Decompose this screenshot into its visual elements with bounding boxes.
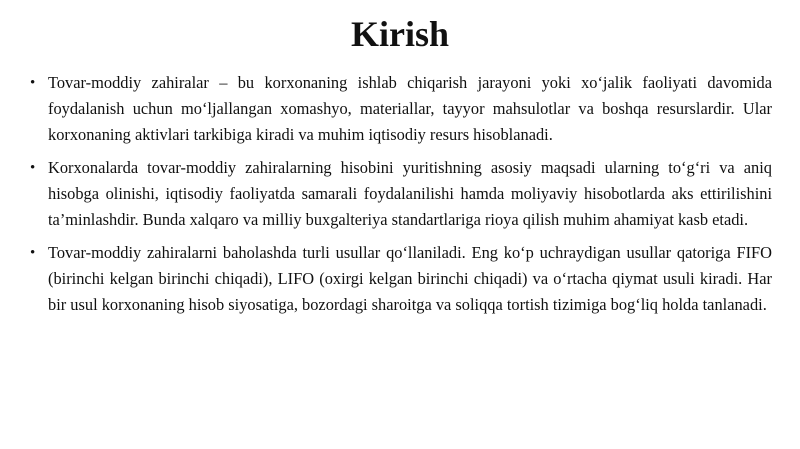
- bullet-text: Tovar-moddiy zahiralarni baholashda turli usullar qo‘llaniladi. Eng ko‘p uchraydigan usullar qatoriga FIFO (birinchi kelgan birinchi chiqadi), LIFO (oxirgi kelgan birinchi chiqadi) va o‘rtacha qiymat usuli kiradi. Har bir usul korxonaning hisob siyosatiga, bozordagi sharoitga va soliqqa tortish tizimiga bog‘liq holda tanlanadi.: [48, 243, 772, 314]
- bullet-item: [30, 240, 772, 318]
- bullet-item: [30, 155, 772, 233]
- bullet-text: Tovar-moddiy zahiralar – bu korxonaning ishlab chiqarish jarayoni yoki xo‘jalik faoliyati davomida foydalanish uchun mo‘ljallangan xomashyo, materiallar, tayyor mahsulotlar va boshqa resurslardir. Ular korxonaning aktivlari tarkibiga kiradi va muhim iqtisodiy resurs hisoblanadi.: [48, 73, 772, 144]
- bullet-marker: •: [30, 160, 36, 176]
- bullet-text: Korxonalarda tovar-moddiy zahiralarning hisobini yuritishning asosiy maqsadi ularning to‘g‘ri va aniq hisobga olinishi, iqtisodiy faoliyatda samarali foydalanilishi hamda moliyaviy hisobotlarda aks ettirilishini ta’minlashdir. Bunda xalqaro va milliy buxgalteriya standartlariga rioya qilish muhim ahamiyat kasb etadi.: [48, 158, 772, 229]
- slide-title: Kirish: [350, 14, 449, 54]
- bullet-item: [30, 70, 772, 148]
- bullet-marker: •: [30, 245, 36, 261]
- bullet-marker: •: [30, 75, 36, 91]
- bullet-list: [30, 70, 772, 325]
